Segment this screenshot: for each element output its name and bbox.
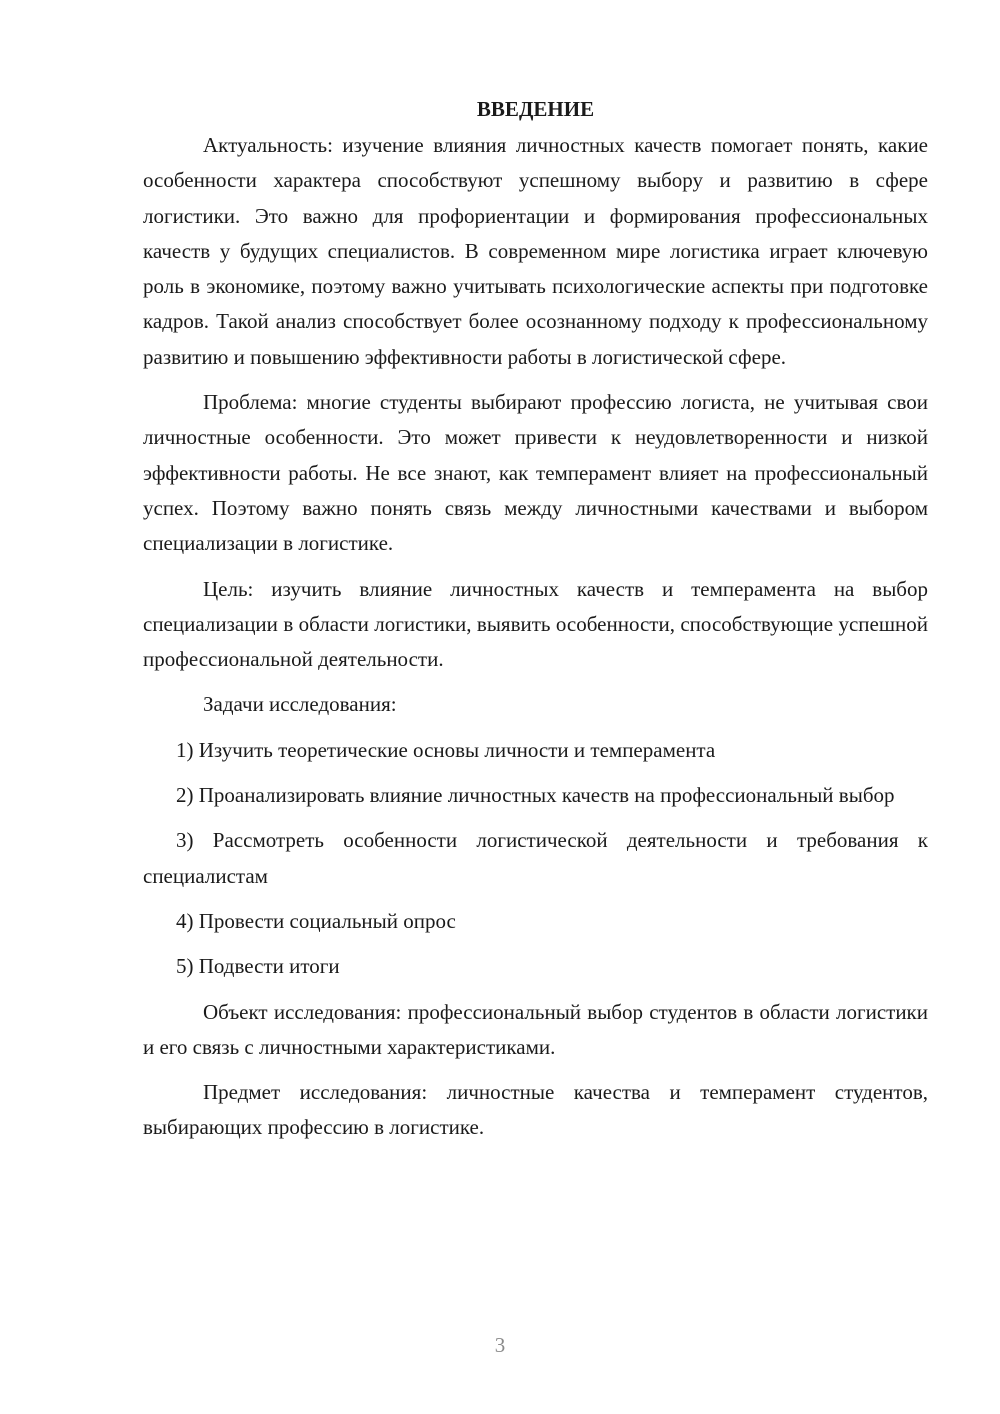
page-number: 3 xyxy=(494,1333,506,1357)
task-item-5: 5) Подвести итоги xyxy=(176,954,340,979)
document-page xyxy=(143,92,928,1146)
task-item-1: 1) Изучить теоретические основы личности и темперамента xyxy=(176,737,716,762)
paragraph-subject: Предмет исследования: личностные качества и темперамент студентов, выбирающих профессию в логистике. xyxy=(143,1080,928,1140)
paragraph-relevance: Актуальность: изучение влияния личностных качеств помогает понять, какие особенности характера способствуют успешному выбору и развитию в сфере логистики. Это важно для профориентации и формирования профессиональных качеств у будущих специалистов. В современном мире логистика играет ключевую роль в экономике, поэтому важно учитывать психологические аспекты при подготовке кадров. Такой анализ способствует более осознанному подходу к профессиональному развитию и повышению эффективности работы в логистической сфере. xyxy=(143,133,928,369)
task-item-2: 2) Проанализировать влияние личностных качеств на профессиональный выбор xyxy=(176,783,895,808)
tasks-heading: Задачи исследования: xyxy=(203,692,397,717)
paragraph-problem: Проблема: многие студенты выбирают профессию логиста, не учитывая свои личностные особенности. Это может привести к неудовлетворенности и низкой эффективности работы. Не все знают, как темперамент влияет на профессиональный успех. Поэтому важно понять связь между личностными качествами и выбором специализации в логистике. xyxy=(143,390,928,556)
paragraph-object: Объект исследования: профессиональный выбор студентов в области логистики и его связь с личностными характеристиками. xyxy=(143,999,928,1059)
section-title: ВВЕДЕНИЕ xyxy=(476,97,595,121)
paragraph-goal: Цель: изучить влияние личностных качеств и темперамента на выбор специализации в области логистики, выявить особенности, способствующие успешной профессиональной деятельности. xyxy=(143,576,928,672)
task-item-3: 3) Рассмотреть особенности логистической деятельности и требования к специалистам xyxy=(143,828,928,888)
task-item-4: 4) Провести социальный опрос xyxy=(176,908,456,933)
